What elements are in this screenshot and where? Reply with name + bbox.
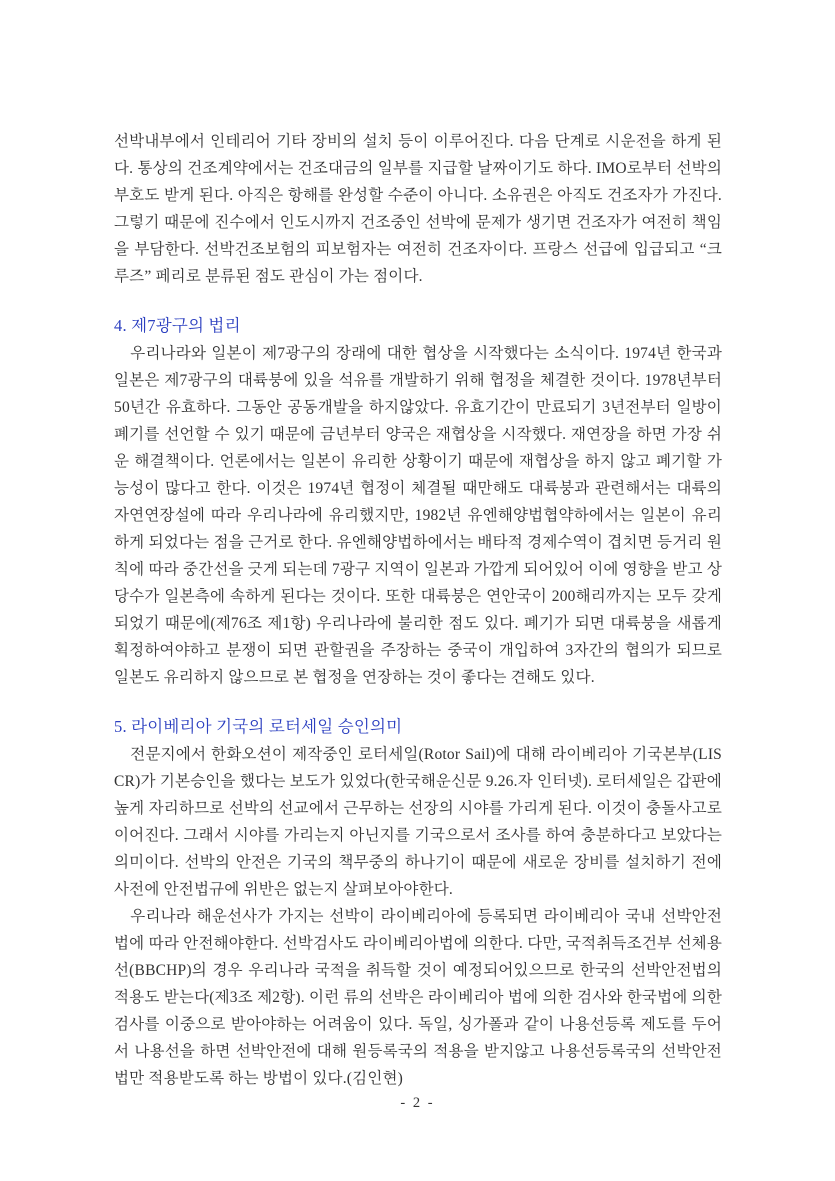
page-number: - 2 - [400, 1095, 435, 1111]
page-footer [0, 1094, 835, 1112]
section-5-paragraph-2: 우리나라 해운선사가 가지는 선박이 라이베리아에 등록되면 라이베리아 국내 선박안전법에 따라 안전해야한다. 선박검사도 라이베리아법에 의한다. 다만, 국적취득조건부 선체용선(BBCHP)의 경우 우리나라 국적을 취득할 것이 예정되어있으므로 한국의 선박안전법의 적용도 받는다(제3조 제2항). 이런 류의 선박은 라이베리아 법에 의한 검사와 한국법에 의한 검사를 이중으로 받아야하는 어려움이 있다. 독일, 싱가폴과 같이 나용선등록 제도를 두어서 나용선을 하면 선박안전에 대해 원등록국의 적용을 받지않고 나용선등록국의 선박안전법만 적용받도록 하는 방법이 있다.(김인현) [114, 908, 722, 1087]
intro-paragraph: 선박내부에서 인테리어 기타 장비의 설치 등이 이루어진다. 다음 단계로 시운전을 하게 된다. 통상의 건조계약에서는 건조대금의 일부를 지급할 날짜이기도 하다. IMO로부터 선박의 부호도 받게 된다. 아직은 항해를 완성할 수준이 아니다. 소유권은 아직도 건조자가 가진다. 그렇기 때문에 진수에서 인도시까지 건조중인 선박에 문제가 생기면 건조자가 여전히 책임을 부담한다. 선박건조보험의 피보험자는 여전히 건조자이다. 프랑스 선급에 입급되고 “크루즈” 페리로 분류된 점도 관심이 가는 점이다. [114, 133, 722, 285]
section-5-paragraph-1: 전문지에서 한화오션이 제작중인 로터세일(Rotor Sail)에 대해 라이베리아 기국본부(LISCR)가 기본승인을 했다는 보도가 있었다(한국해운신문 9.26.자 인터넷). 로터세일은 갑판에 높게 자리하므로 선박의 선교에서 근무하는 선장의 시야를 가리게 된다. 이것이 충돌사고로 이어진다. 그래서 시야를 가리는지 아닌지를 기국으로서 조사를 하여 충분하다고 보았다는 의미이다. 선박의 안전은 기국의 책무중의 하나기이 때문에 새로운 장비를 설치하기 전에 사전에 안전법규에 위반은 없는지 살펴보아야한다. [114, 746, 722, 898]
document-content [114, 128, 722, 1092]
section-4-heading: 4. 제7광구의 법리 [114, 316, 241, 335]
section-4-paragraph: 우리나라와 일본이 제7광구의 장래에 대한 협상을 시작했다는 소식이다. 1974년 한국과 일본은 제7광구의 대륙붕에 있을 석유를 개발하기 위해 협정을 체결한 것이다. 1978년부터 50년간 유효하다. 그동안 공동개발을 하지않았다. 유효기간이 만료되기 3년전부터 일방이 폐기를 선언할 수 있기 때문에 금년부터 양국은 재협상을 시작했다. 재연장을 하면 가장 쉬운 해결책이다. 언론에서는 일본이 유리한 상황이기 때문에 재협상을 하지 않고 폐기할 가능성이 많다고 한다. 이것은 1974년 협정이 체결될 때만해도 대륙붕과 관련해서는 대륙의 자연연장설에 따라 우리나라에 유리했지만, 1982년 유엔해양법협약하에서는 일본이 유리하게 되었다는 점을 근거로 한다. 유엔해양법하에서는 배타적 경제수역이 겹치면 등거리 원칙에 따라 중간선을 긋게 되는데 7광구 지역이 일본과 가깝게 되어있어 이에 영향을 받고 상당수가 일본측에 속하게 된다는 것이다. 또한 대륙붕은 연안국이 200해리까지는 모두 갖게 되었기 때문에(제76조 제1항) 우리나라에 불리한 점도 있다. 폐기가 되면 대륙붕을 새롭게 획정하여야하고 분쟁이 되면 관할권을 주장하는 중국이 개입하여 3자간의 협의가 되므로 일본도 유리하지 않으므로 본 협정을 연장하는 것이 좋다는 견해도 있다. [114, 345, 722, 686]
section-5-heading: 5. 라이베리아 기국의 로터세일 승인의미 [114, 717, 403, 736]
